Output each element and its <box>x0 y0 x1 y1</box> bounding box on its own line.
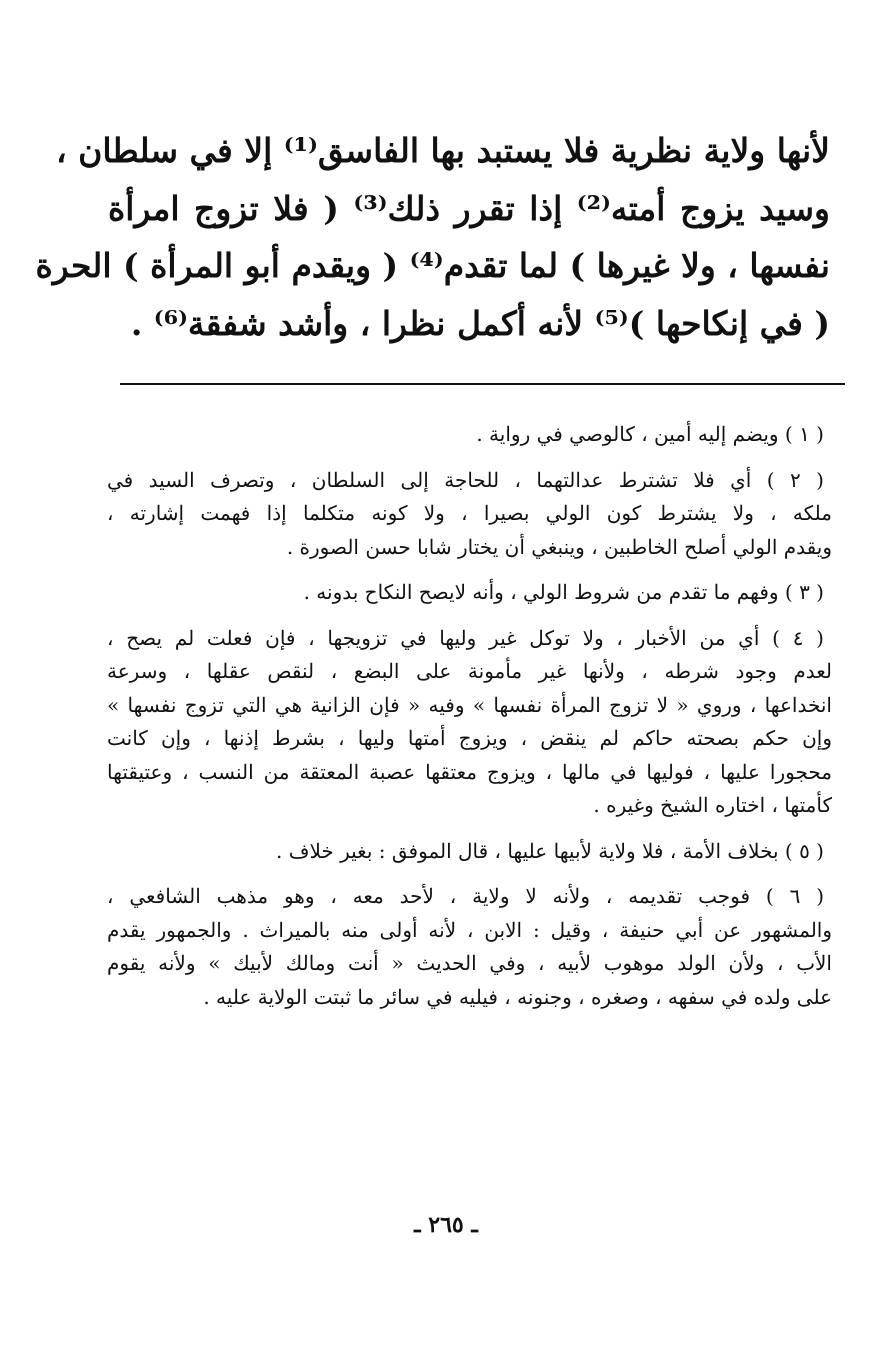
footnote-5 <box>107 835 832 869</box>
footnote-line: انخداعها ، وروي « لا تزوج المرأة نفسها » وفيه « فإن الزانية هي التي تزوج نفسها » <box>107 692 832 717</box>
footnote-3 <box>107 576 832 610</box>
footnote-line: لعدم وجود شرطه ، ولأنها غير مأمونة على البضع ، لنقص عقلها ، وسرعة <box>107 659 832 683</box>
main-text-line: نفسها ، ولا غيرها ) لما تقدم⁽⁴⁾ ( ويقدم أبو المرأة ) الحرة <box>35 246 830 285</box>
footnote-line: ( ١ ) ويضم إليه أمين ، كالوصي في رواية . <box>476 422 824 446</box>
footnote-line: ( ٤ ) أي من الأخبار ، ولا توكل غير وليها في تزويجها ، فإن فعلت لم يصح ، <box>107 625 824 650</box>
footnote-line: ( ٥ ) بخلاف الأمة ، فلا ولاية لأبيها عليها ، قال الموفق : بغير خلاف . <box>276 838 824 863</box>
main-text-line: وسيد يزوج أمته⁽²⁾ إذا تقرر ذلك⁽³⁾ ( فلا تزوج امرأة <box>108 188 830 228</box>
footnote-line: محجورا عليها ، فوليها في مالها ، ويزوج معتقها عصبة المعتقة من النسب ، وعتيقتها <box>107 759 832 784</box>
footnote-2 <box>107 464 832 565</box>
main-text-line: ( في إنكاحها )⁽⁵⁾ لأنه أكمل نظرا ، وأشد شفقة⁽⁶⁾ . <box>130 303 830 343</box>
main-text-line: لأنها ولاية نظرية فلا يستبد بها الفاسق⁽¹⁾ إلا في سلطان ، <box>55 131 830 170</box>
footnote-divider <box>120 383 845 385</box>
footnote-1 <box>107 418 832 452</box>
footnote-line: على ولده في سفهه ، وصغره ، وجنونه ، فيليه في سائر ما ثبتت الولاية عليه . <box>203 984 832 1009</box>
footnote-line: ( ٦ ) فوجب تقديمه ، ولأنه لا ولاية ، لأحد معه ، وهو مذهب الشافعي ، <box>107 884 824 908</box>
footnote-line: وإن حكم بصحته حاكم لم ينقض ، ويزوج أمتها وليها ، بشرط إذنها ، وإن كانت <box>107 726 832 750</box>
footnote-line: ( ٣ ) وفهم ما تقدم من شروط الولي ، وأنه لايصح النكاح بدونه . <box>303 580 824 604</box>
footnote-line: الأب ، ولأن الولد موهوب لأبيه ، وفي الحديث « أنت ومالك لأبيك » ولأنه يقوم <box>107 951 832 975</box>
footnote-line: ملكه ، ولا يشترط كون الولي بصيرا ، ولا كونه متكلما إذا فهمت إشارته ، <box>107 501 832 525</box>
footnote-4 <box>107 622 832 823</box>
main-text-block <box>35 122 830 352</box>
footnote-line: ( ٢ ) أي فلا تشترط عدالتهما ، للحاجة إلى السلطان ، وتصرف السيد في <box>107 467 824 492</box>
footnotes-section <box>107 418 832 1026</box>
footnote-line: والمشهور عن أبي حنيفة ، وقيل : الابن ، لأنه أولى منه بالميراث . والجمهور يقدم <box>107 917 832 942</box>
footnote-6 <box>107 880 832 1014</box>
page-number: ـ ٢٦٥ ـ <box>414 1212 478 1238</box>
footnote-line: ويقدم الولي أصلح الخاطبين ، وينبغي أن يختار شابا حسن الصورة . <box>286 534 832 559</box>
footnote-line: كأمتها ، اختاره الشيخ وغيره . <box>593 793 832 817</box>
